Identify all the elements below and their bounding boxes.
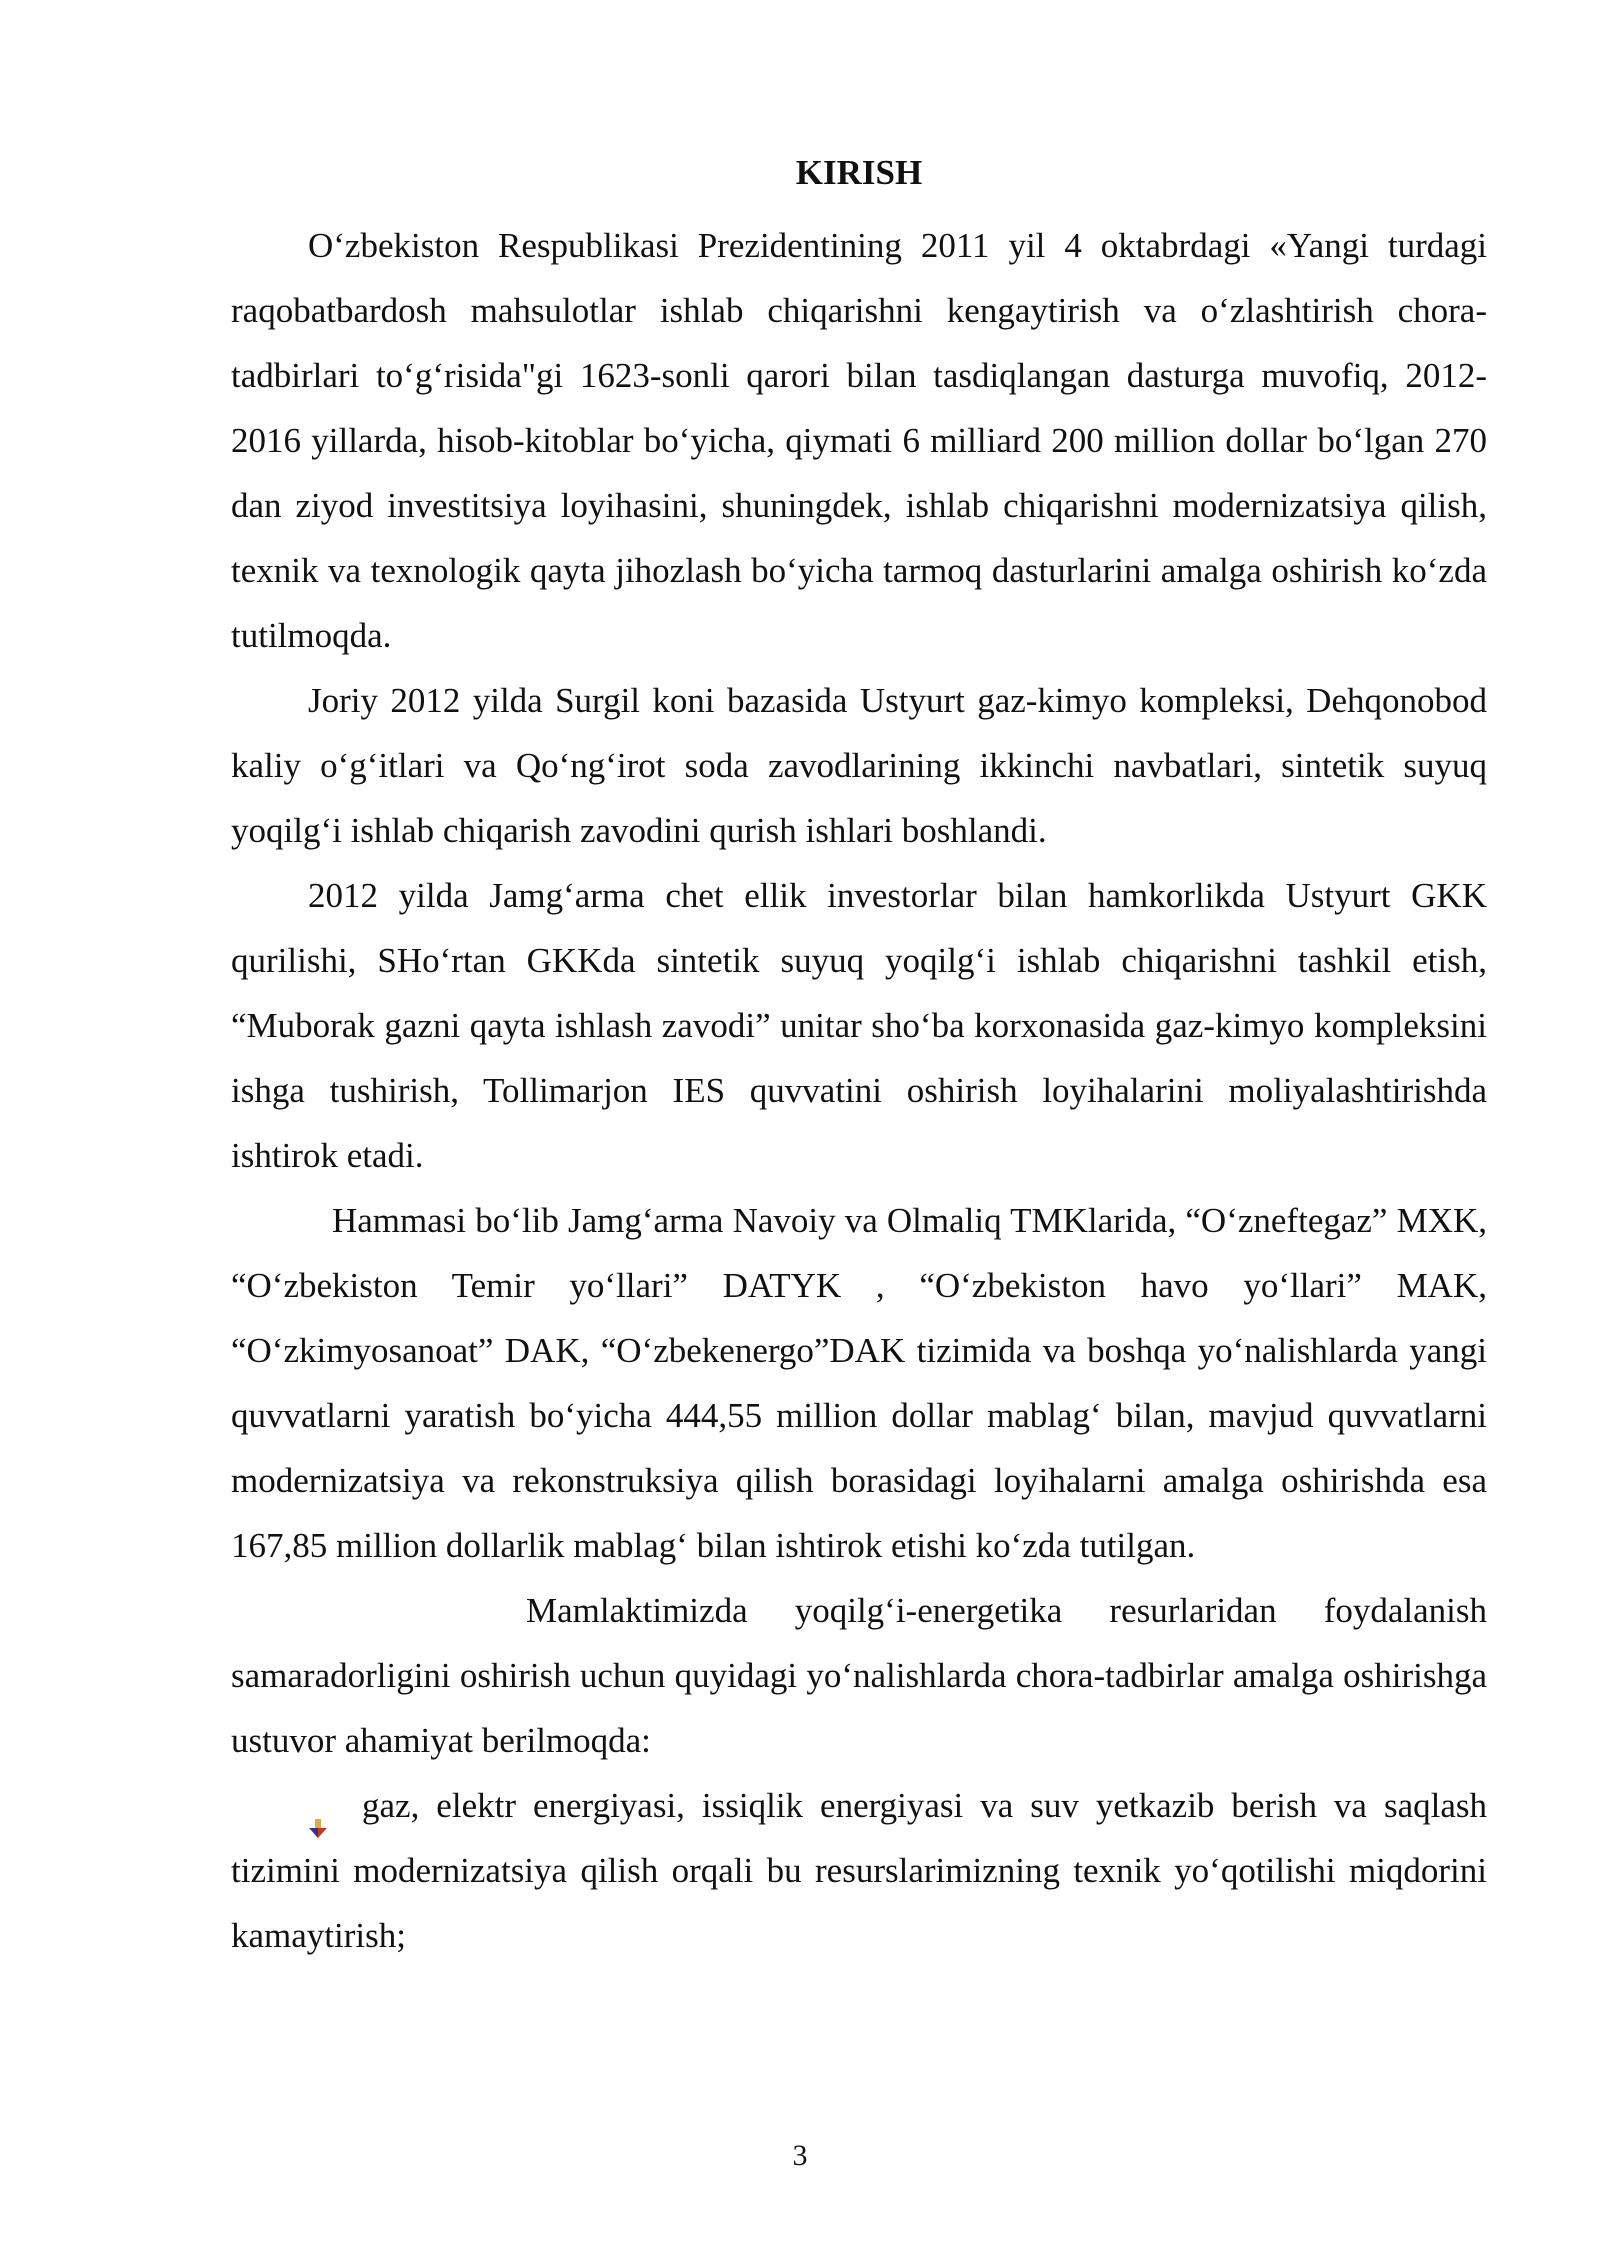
- bullet-text: gaz, elektr energiyasi, issiqlik energiyasi va suv yetkazib berish va saqlash tizimini modernizatsiya qilish orqali bu resurslarimizning texnik yo‘qotilishi miqdorini kamaytirish;: [231, 1786, 1487, 1955]
- page-content: [231, 148, 1487, 1968]
- paragraph-intro: O‘zbekiston Respublikasi Prezidentining 2011 yil 4 oktabrdagi «Yangi turdagi raqobatbardosh mahsulotlar ishlab chiqarishni kengaytirish va o‘zlashtirish chora-tadbirlari to‘g‘risida"gi 1623-sonli qarori bilan tasdiqlangan dasturga muvofiq, 2012-2016 yillarda, hisob-kitoblar bo‘yicha, qiymati 6 milliard 200 million dollar bo‘lgan 270 dan ziyod investitsiya loyihasini, shuningdek, ishlab chiqarishni modernizatsiya qilish, texnik va texnologik qayta jihozlash bo‘yicha tarmoq dasturlarini amalga oshirish ko‘zda tutilmoqda.: [231, 226, 1487, 655]
- paragraph-hammasi: Hammasi bo‘lib Jamg‘arma Navoiy va Olmaliq TMKlarida, “O‘zneftegaz” MXK, “O‘zbekiston Temir yo‘llari” DATYK , “O‘zbekiston havo yo‘llari” MAK, “O‘zkimyosanoat” DAK, “O‘zbekenergo”DAK tizimida va boshqa yo‘nalishlarda yangi quvvatlarni yaratish bo‘yicha 444,55 million dollar mablag‘ bilan, mavjud quvvatlarni modernizatsiya va rekonstruksiya qilish borasidagi loyihalarni amalga oshirishda esa 167,85 million dollarlik mablag‘ bilan ishtirok etishi ko‘zda tutilgan.: [231, 1201, 1487, 1565]
- bullet-list-item: [231, 1773, 1487, 1968]
- page-number: 3: [792, 2139, 808, 2172]
- page-title: KIRISH: [795, 153, 923, 192]
- paragraph-joriy: Joriy 2012 yilda Surgil koni bazasida Ustyurt gaz-kimyo kompleksi, Dehqonobod kaliy o‘g‘itlari va Qo‘ng‘irot soda zavodlarining ikkinchi navbatlari, sintetik suyuq yoqilg‘i ishlab chiqarish zavodini qurish ishlari boshlandi.: [231, 681, 1487, 850]
- paragraph-mamlakat: Mamlaktimizda yoqilg‘i-energetika resurlaridan foydalanish samaradorligini oshirish uchun quyidagi yo‘nalishlarda chora-tadbirlar amalga oshirishga ustuvor ahamiyat berilmoqda:: [231, 1591, 1487, 1760]
- arrow-down-bullet-icon: [308, 1795, 328, 1815]
- paragraph-jamgarma: 2012 yilda Jamg‘arma chet ellik investorlar bilan hamkorlikda Ustyurt GKK qurilishi, SHo‘rtan GKKda sintetik suyuq yoqilg‘i ishlab chiqarishni tashkil etish, “Muborak gazni qayta ishlash zavodi” unitar sho‘ba korxonasida gaz-kimyo kompleksini ishga tushirish, Tollimarjon IES quvvatini oshirish loyihalarini moliyalashtirishda ishtirok etadi.: [231, 876, 1487, 1175]
